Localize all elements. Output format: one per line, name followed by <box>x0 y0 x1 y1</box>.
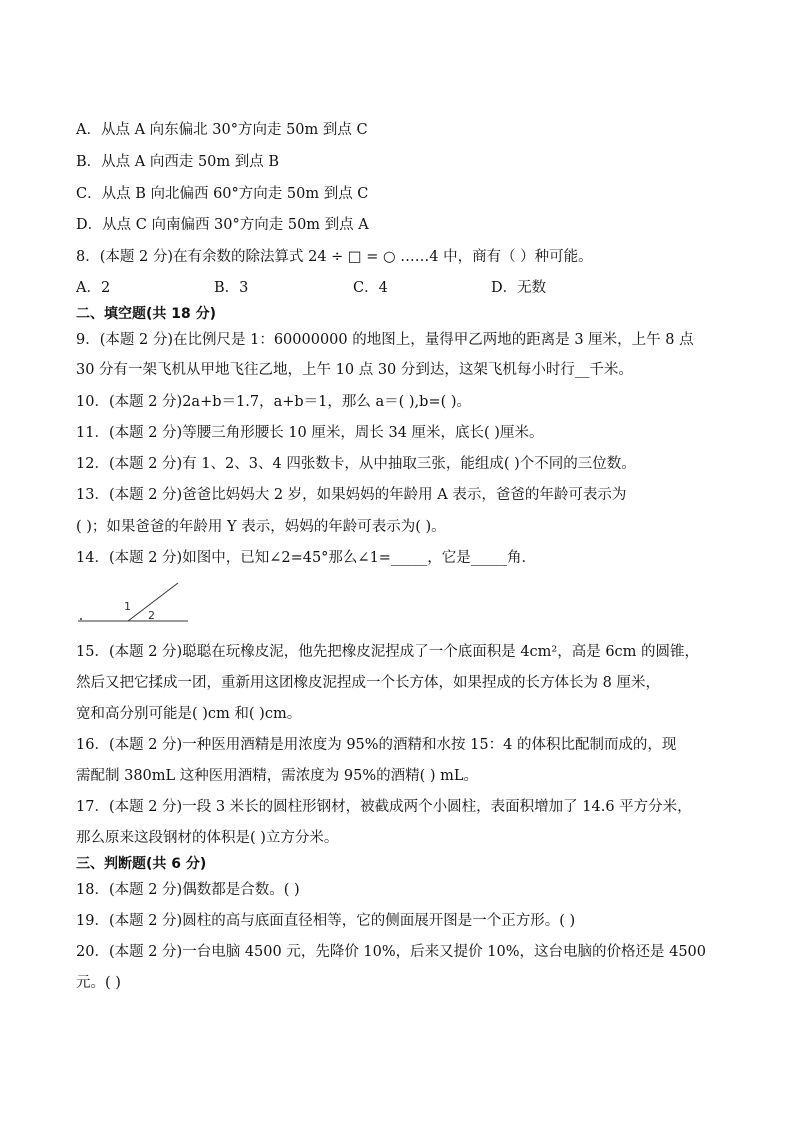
q18-text: 18．(本题 2 分)偶数都是合数。( ) <box>76 882 300 898</box>
q8-option-d: D．无数 <box>491 280 547 296</box>
q19-text: 19．(本题 2 分)圆柱的高与底面直径相等，它的侧面展开图是一个正方形。( ) <box>76 913 576 929</box>
q7-option-a: A．从点 A 向东偏北 30°方向走 50m 到点 C <box>76 122 368 138</box>
q12-text: 12．(本题 2 分)有 1、2、3、4 四张数卡，从中抽取三张，能组成( )个不同的三位数。 <box>76 456 636 472</box>
q9-line-2: 30 分有一架飞机从甲地飞往乙地，上午 10 点 30 分到达，这架飞机每小时行__千米。 <box>76 362 633 378</box>
q8-text: 8．(本题 2 分)在有余数的除法算式 24 ÷ □ = ○ ……4 中，商有（ ）种可能。 <box>76 249 593 265</box>
q17-line-1: 17．(本题 2 分)一段 3 米长的圆柱形钢材，被截成两个小圆柱，表面积增加了 14.6 平方分米， <box>76 799 692 815</box>
angle-2-label: 2 <box>148 609 155 622</box>
q11-text: 11．(本题 2 分)等腰三角形腰长 10 厘米，周长 34 厘米，底长( )厘米。 <box>76 425 544 441</box>
section-judge-title: 三、判断题(共 6 分) <box>76 856 207 872</box>
q7-option-c: C．从点 B 向北偏西 60°方向走 50m 到点 C <box>76 186 369 202</box>
q13-line-2: ( )；如果爸爸的年龄用 Y 表示，妈妈的年龄可表示为( )。 <box>76 519 446 535</box>
q20-line-2: 元。( ) <box>76 975 121 991</box>
q15-line-3: 宽和高分别可能是( )cm 和( )cm。 <box>76 706 302 722</box>
q14-text: 14．(本题 2 分)如图中，已知∠2=45°那么∠1=_____，它是_____角． <box>76 550 536 566</box>
q10-text: 10．(本题 2 分)2a+b＝1.7，a+b＝1，那么 a＝( ),b=( )。 <box>76 394 472 410</box>
q20-line-1: 20．(本题 2 分)一台电脑 4500 元，先降价 10%，后来又提价 10%，这台电脑的价格还是 4500 <box>76 944 707 960</box>
angle-figure <box>76 578 196 628</box>
q7-option-d: D．从点 C 向南偏西 30°方向走 50m 到点 A <box>76 217 369 233</box>
q16-line-1: 16．(本题 2 分)一种医用酒精是用浓度为 95%的酒精和水按 15：4 的体积比配制而成的，现 <box>76 737 677 753</box>
q16-line-2: 需配制 380mL 这种医用酒精，需浓度为 95%的酒精( ) mL。 <box>76 768 479 784</box>
q9-line-1: 9．(本题 2 分)在比例尺是 1：60000000 的地图上，量得甲乙两地的距离是 3 厘米，上午 8 点 <box>76 332 694 348</box>
angle-1-label: 1 <box>124 600 131 613</box>
section-fill-in-title: 二、填空题(共 18 分) <box>76 306 217 322</box>
q8-option-c: C．4 <box>353 280 388 296</box>
q13-line-1: 13．(本题 2 分)爸爸比妈妈大 2 岁，如果妈妈的年龄用 A 表示，爸爸的年龄可表示为 <box>76 487 627 503</box>
q15-line-2: 然后又把它揉成一团，重新用这团橡皮泥捏成一个长方体，如果捏成的长方体长为 8 厘米， <box>76 675 660 691</box>
q7-option-b: B．从点 A 向西走 50m 到点 B <box>76 154 280 170</box>
q8-option-b: B．3 <box>214 280 249 296</box>
q8-option-a: A．2 <box>76 280 111 296</box>
q17-line-2: 那么原来这段钢材的体积是( )立方分米。 <box>76 830 339 846</box>
q15-line-1: 15．(本题 2 分)聪聪在玩橡皮泥，他先把橡皮泥捏成了一个底面积是 4cm²，高是 6cm 的圆锥， <box>76 644 700 660</box>
